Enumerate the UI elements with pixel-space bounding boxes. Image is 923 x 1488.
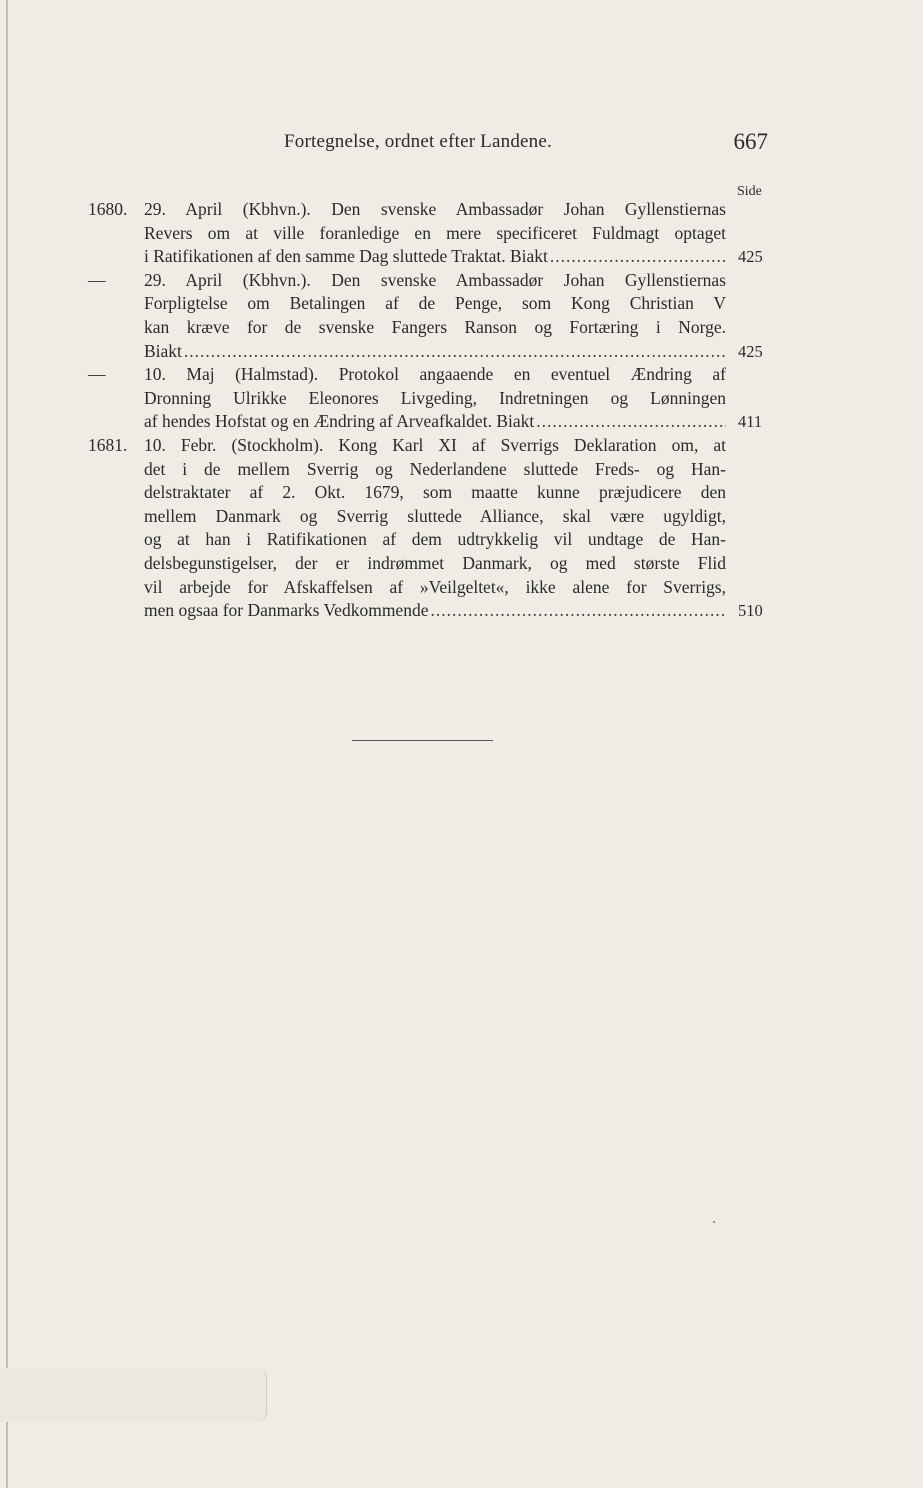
entry-text: kan kræve for de svenske Fangers Ranson og Fortæring i Norge. (144, 316, 726, 337)
entry-line (144, 222, 726, 246)
leader-dots (430, 599, 726, 623)
entry-text: Forpligtelse om Betalingen af de Penge, som Kong Christian V (144, 293, 726, 314)
entry-text: Biakt (144, 340, 182, 361)
entry-text: i Ratifikationen af den samme Dag sluttede Traktat. Biakt (144, 246, 548, 267)
entry-line-last (144, 245, 763, 269)
entry-text: vil arbejde for Afskaffelsen af »Veilgeltet«, ikke alene for Sverrigs, (144, 576, 726, 597)
entry-line (144, 458, 726, 482)
entry-text: Revers om at ville foranledige en mere specificeret Fuldmagt optaget (144, 222, 726, 243)
entry-line (144, 434, 726, 458)
entry-line (144, 363, 726, 387)
header-title: Fortegnelse, ordnet efter Landene. (284, 131, 552, 152)
entry-year: 1680. (88, 199, 128, 219)
leader-dots (184, 340, 726, 364)
entry-line (144, 552, 726, 576)
entry-line (144, 505, 726, 529)
entry-1680-april-revers (0, 198, 923, 269)
entry-page-ref: 510 (738, 601, 763, 621)
entry-text: 29. April (Kbhvn.). Den svenske Ambassadør Johan Gyllenstiernas (144, 199, 726, 219)
side-column-label: Side (737, 184, 762, 199)
entry-line (144, 387, 726, 411)
entry-1681-febr-deklaration (0, 434, 923, 623)
library-label-outline (0, 1368, 267, 1422)
entry-line (144, 576, 726, 600)
entry-line (144, 316, 726, 340)
entry-1680-maj-protokol (0, 363, 923, 434)
entry-line-last (144, 340, 763, 364)
section-end-rule (352, 740, 493, 741)
entry-text: 10. Maj (Halmstad). Protokol angaaende en eventuel Ændring af (144, 364, 726, 385)
entry-text: Dronning Ulrikke Eleonores Livgeding, Indretningen og Lønningen (144, 387, 726, 408)
entry-year: — (88, 269, 106, 290)
running-header (284, 131, 768, 161)
entry-list (0, 198, 923, 623)
entry-text: af hendes Hofstat og en Ændring af Arveafkaldet. Biakt (144, 411, 535, 432)
leader-dots (536, 410, 726, 434)
entry-line-last (144, 599, 763, 623)
entry-line (144, 528, 726, 552)
entry-page-ref: 425 (738, 247, 763, 267)
entry-text: 10. Febr. (Stockholm). Kong Karl XI af Sverrigs Deklaration om, at (144, 434, 726, 455)
entry-page-ref: 411 (738, 412, 763, 432)
entry-text: 29. April (Kbhvn.). Den svenske Ambassadør Johan Gyllenstiernas (144, 269, 726, 290)
entry-text: delstraktater af 2. Okt. 1679, som maatte kunne præjudicere den (144, 482, 726, 503)
entry-text: men ogsaa for Danmarks Vedkommende (144, 600, 429, 621)
leader-dots (550, 245, 726, 269)
entry-text: det i de mellem Sverrig og Nederlandene sluttede Freds- og Han- (144, 458, 726, 479)
entry-line (144, 269, 726, 293)
entry-line (144, 292, 726, 316)
paper-speck (713, 1221, 715, 1223)
entry-line (144, 481, 726, 505)
entry-year: 1681. (88, 434, 128, 455)
entry-text: delsbegunstigelser, der er indrømmet Danmark, og med største Flid (144, 552, 726, 573)
entry-text: mellem Danmark og Sverrig sluttede Alliance, skal være ugyldigt, (144, 505, 726, 526)
entry-text: og at han i Ratifikationen af dem udtrykkelig vil undtage de Han- (144, 529, 726, 550)
page-number: 667 (733, 129, 768, 154)
entry-line-last (144, 410, 763, 434)
entry-year: — (88, 364, 106, 385)
entry-line (144, 198, 726, 222)
entry-1680-april-forpligtelse (0, 269, 923, 363)
entry-page-ref: 425 (738, 341, 763, 361)
